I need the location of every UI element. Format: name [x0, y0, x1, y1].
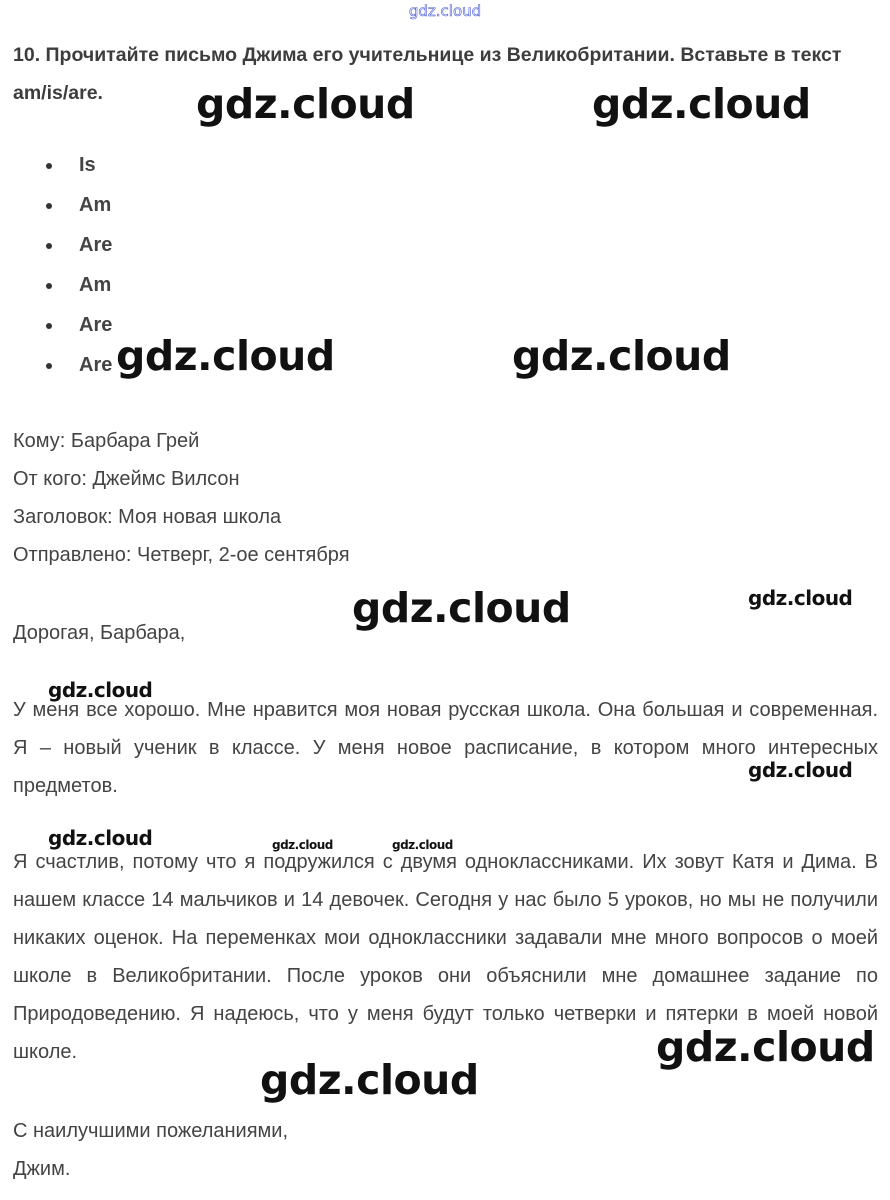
answer-list	[0, 145, 112, 385]
letter-header	[13, 422, 350, 574]
watermark: gdz.cloud	[48, 678, 153, 702]
task-title: 10. Прочитайте письмо Джима его учительнице из Великобритании. Вставьте в текст am/is/are.	[13, 44, 842, 104]
watermark: gdz.cloud	[48, 826, 153, 850]
answer-item: Am	[0, 265, 112, 305]
signature: Джим.	[13, 1158, 71, 1180]
watermark: gdz.cloud	[656, 1023, 875, 1071]
closing-line: С наилучшими пожеланиями,	[13, 1120, 289, 1142]
letter-to: Кому: Барбара Грей	[13, 430, 200, 452]
letter-closing	[13, 1112, 288, 1188]
letter-sent: Отправлено: Четверг, 2-ое сентября	[13, 544, 350, 566]
answer-item: Am	[0, 185, 112, 225]
answer-item: Are	[0, 305, 112, 345]
watermark: gdz.cloud	[196, 80, 415, 128]
watermark: gdz.cloud	[748, 758, 853, 782]
top-watermark: gdz.cloud	[408, 2, 482, 20]
letter-from: От кого: Джеймс Вилсон	[13, 468, 240, 490]
letter-paragraph: У меня все хорошо. Мне нравится моя новая русская школа. Она большая и современная. Я – новый ученик в классе. У меня новое расписание, в котором много интересных предметов.	[13, 699, 878, 797]
letter-greeting: Дорогая, Барбара,	[13, 622, 186, 644]
letter-subject: Заголовок: Моя новая школа	[13, 506, 282, 528]
answer-item: Is	[0, 145, 112, 185]
letter-paragraph: Я счастлив, потому что я подружился с двумя одноклассниками. Их зовут Катя и Дима. В нашем классе 14 мальчиков и 14 девочек. Сегодня у нас было 5 уроков, но мы не получили никаких оценок. На переменках мои одноклассники задавали мне много вопросов о моей школе в Великобритании. После уроков они объяснили мне домашнее задание по Природоведению. Я надеюсь, что у меня будут только четверки и пятерки в моей новой школе.	[13, 851, 878, 1063]
watermark: gdz.cloud	[352, 584, 571, 632]
watermark: gdz.cloud	[116, 332, 335, 380]
watermark: gdz.cloud	[392, 838, 453, 852]
answer-item: Are	[0, 225, 112, 265]
watermark: gdz.cloud	[272, 838, 333, 852]
watermark: gdz.cloud	[260, 1056, 479, 1104]
answer-item: Are	[0, 345, 112, 385]
watermark: gdz.cloud	[592, 80, 811, 128]
watermark: gdz.cloud	[512, 332, 731, 380]
watermark: gdz.cloud	[748, 586, 853, 610]
